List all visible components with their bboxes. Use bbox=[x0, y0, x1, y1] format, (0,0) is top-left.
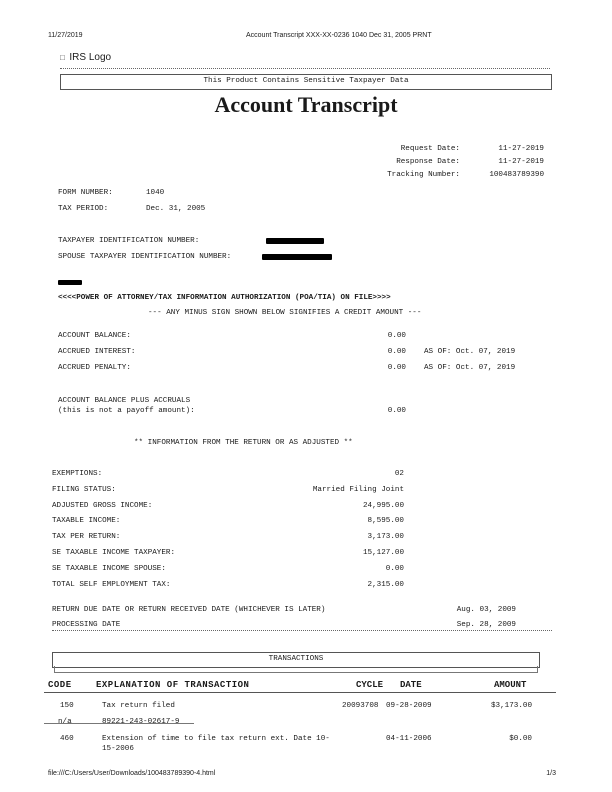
payoff-note: (this is not a payoff amount): bbox=[58, 407, 195, 415]
col-amount: AMOUNT bbox=[494, 680, 527, 690]
return-info-heading: ** INFORMATION FROM THE RETURN OR AS ADJUSTED ** bbox=[134, 439, 353, 447]
return-info-label: TAXABLE INCOME: bbox=[52, 517, 121, 525]
poa-notice: <<<<POWER OF ATTORNEY/TAX INFORMATION AUTHORIZATION (POA/TIA) ON FILE>>>> bbox=[58, 294, 391, 302]
column-header-rule bbox=[44, 692, 556, 693]
taxpayer-tin-label: TAXPAYER IDENTIFICATION NUMBER: bbox=[58, 237, 200, 245]
print-page-title: Account Transcript XXX-XX-0236 1040 Dec 31, 2005 PRNT bbox=[246, 32, 432, 39]
processing-date: Sep. 28, 2009 bbox=[456, 621, 516, 629]
accrued-interest: 0.00 bbox=[387, 348, 406, 356]
footer-file-path: file:///C:/Users/User/Downloads/100483789390-4.html bbox=[48, 770, 216, 777]
tax-period: Dec. 31, 2005 bbox=[146, 205, 206, 213]
return-info-label: SE TAXABLE INCOME SPOUSE: bbox=[52, 565, 166, 573]
irs-logo: □ IRS Logo bbox=[60, 52, 112, 63]
tracking-number: 100483789390 bbox=[489, 171, 544, 179]
return-info-value: 2,315.00 bbox=[367, 581, 404, 589]
plus-accruals-amount: 0.00 bbox=[387, 407, 406, 415]
response-date-label: Response Date: bbox=[396, 158, 460, 166]
return-info-label: TOTAL SELF EMPLOYMENT TAX: bbox=[52, 581, 171, 589]
accrued-interest-asof: AS OF: Oct. 07, 2019 bbox=[424, 348, 516, 356]
return-info-value: 24,995.00 bbox=[362, 502, 404, 510]
tx-row-1-code: 150 bbox=[60, 702, 74, 710]
accrued-penalty: 0.00 bbox=[387, 364, 406, 372]
tx-row-2-explanation: 89221-243-02617-9 bbox=[102, 718, 180, 726]
form-number-label: FORM NUMBER: bbox=[58, 189, 113, 197]
print-date: 11/27/2019 bbox=[48, 32, 83, 39]
return-info-label: SE TAXABLE INCOME TAXPAYER: bbox=[52, 549, 176, 557]
tx-row-3-explanation: Extension of time to file tax return ext. Date 10- bbox=[102, 735, 330, 743]
name-redaction bbox=[58, 280, 82, 285]
spouse-tin-label: SPOUSE TAXPAYER IDENTIFICATION NUMBER: bbox=[58, 253, 232, 261]
return-info-value: 3,173.00 bbox=[367, 533, 404, 541]
plus-accruals-label: ACCOUNT BALANCE PLUS ACCRUALS bbox=[58, 397, 191, 405]
return-info-value: Married Filing Joint bbox=[312, 486, 404, 494]
accrued-penalty-label: ACCRUED PENALTY: bbox=[58, 364, 131, 372]
strike-line bbox=[44, 723, 194, 724]
return-info-label: TAX PER RETURN: bbox=[52, 533, 121, 541]
logo-divider bbox=[60, 68, 550, 69]
return-info-value: 8,595.00 bbox=[367, 517, 404, 525]
return-info-value: 02 bbox=[394, 470, 404, 478]
return-info-value: 0.00 bbox=[385, 565, 404, 573]
broken-image-icon: □ bbox=[60, 53, 65, 62]
return-info-value: 15,127.00 bbox=[362, 549, 404, 557]
taxpayer-tin-redaction bbox=[266, 238, 324, 244]
tracking-number-label: Tracking Number: bbox=[387, 171, 460, 179]
tx-row-3-date: 04-11-2006 bbox=[386, 735, 432, 743]
credit-amount-notice: --- ANY MINUS SIGN SHOWN BELOW SIGNIFIES A CREDIT AMOUNT --- bbox=[148, 309, 422, 317]
return-due-date-label: RETURN DUE DATE OR RETURN RECEIVED DATE (WHICHEVER IS LATER) bbox=[52, 606, 326, 614]
processing-date-label: PROCESSING DATE bbox=[52, 621, 121, 629]
sensitive-banner-text: This Product Contains Sensitive Taxpayer Data bbox=[203, 77, 409, 85]
transactions-box-bottom bbox=[54, 666, 538, 673]
tx-row-1-explanation: Tax return filed bbox=[102, 702, 175, 710]
form-number: 1040 bbox=[146, 189, 165, 197]
col-cycle: CYCLE bbox=[356, 680, 384, 690]
request-date-label: Request Date: bbox=[400, 145, 460, 153]
return-info-label: FILING STATUS: bbox=[52, 486, 116, 494]
footer-page-number: 1/3 bbox=[546, 770, 556, 777]
return-info-label: EXEMPTIONS: bbox=[52, 470, 103, 478]
return-due-date: Aug. 03, 2009 bbox=[456, 606, 516, 614]
spouse-tin-redaction bbox=[262, 254, 332, 260]
account-balance-label: ACCOUNT BALANCE: bbox=[58, 332, 131, 340]
tx-row-1-amount: $3,173.00 bbox=[490, 702, 532, 710]
col-date: DATE bbox=[400, 680, 422, 690]
processing-divider bbox=[52, 630, 552, 631]
tx-row-3-explanation-cont: 15-2006 bbox=[102, 745, 134, 753]
tx-row-3-code: 460 bbox=[60, 735, 74, 743]
transactions-heading: TRANSACTIONS bbox=[268, 655, 324, 663]
tx-row-1-cycle: 20093708 bbox=[342, 702, 379, 710]
sensitive-banner bbox=[60, 74, 552, 90]
accrued-interest-label: ACCRUED INTEREST: bbox=[58, 348, 136, 356]
col-code: CODE bbox=[48, 680, 72, 690]
accrued-penalty-asof: AS OF: Oct. 07, 2019 bbox=[424, 364, 516, 372]
account-balance: 0.00 bbox=[387, 332, 406, 340]
tx-row-2-code: n/a bbox=[58, 718, 72, 726]
tx-row-1-date: 09-28-2009 bbox=[386, 702, 432, 710]
tx-row-3-amount: $0.00 bbox=[509, 735, 532, 743]
tax-period-label: TAX PERIOD: bbox=[58, 205, 109, 213]
page-title: Account Transcript bbox=[214, 92, 398, 117]
col-explanation: EXPLANATION OF TRANSACTION bbox=[96, 680, 250, 690]
response-date: 11-27-2019 bbox=[498, 158, 544, 166]
request-date: 11-27-2019 bbox=[498, 145, 544, 153]
return-info-label: ADJUSTED GROSS INCOME: bbox=[52, 502, 153, 510]
